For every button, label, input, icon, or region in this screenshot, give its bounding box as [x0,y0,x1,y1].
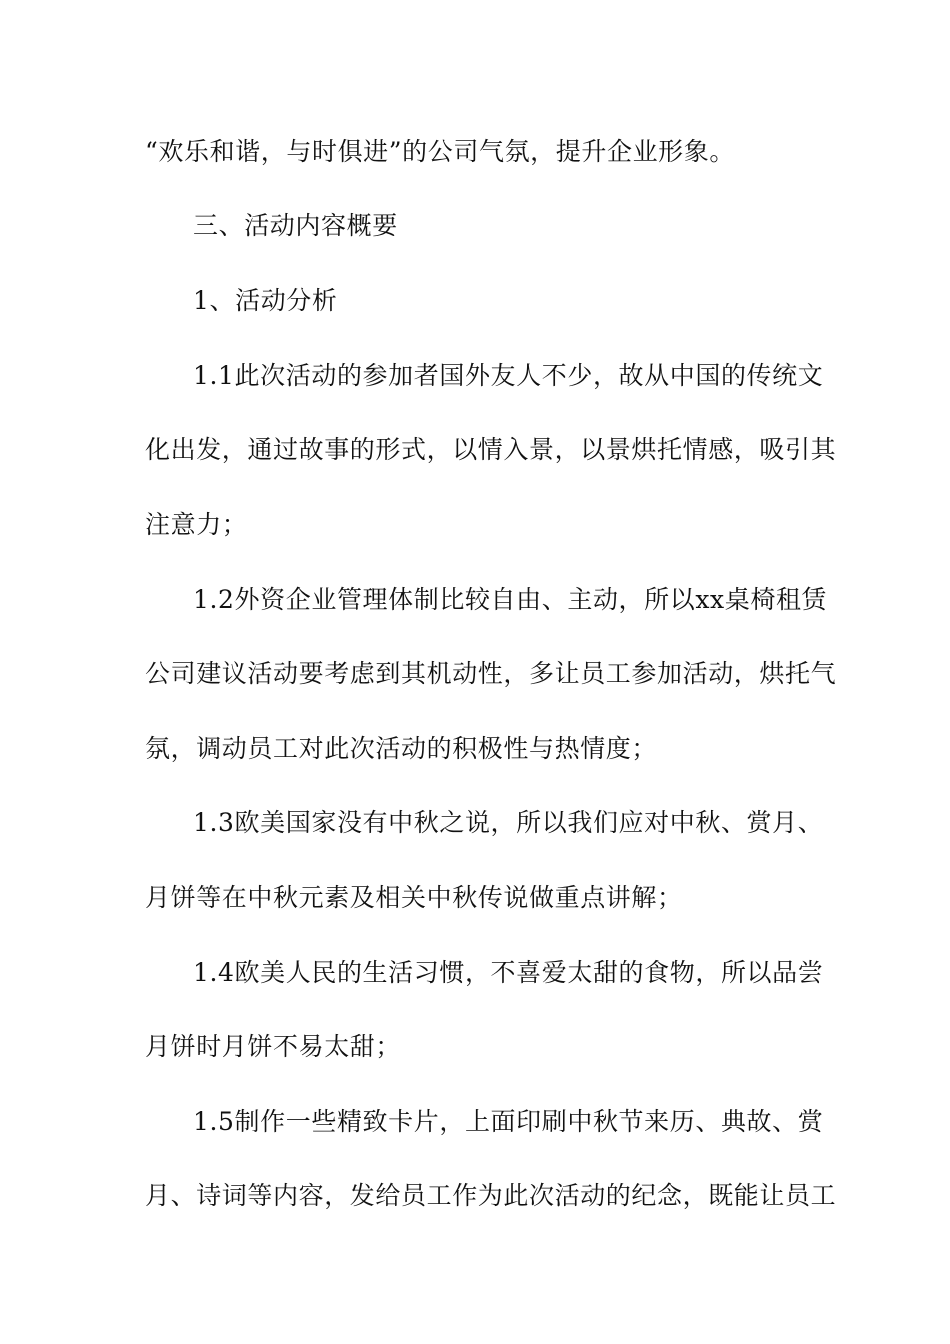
paragraph-1-3-line-2: 月饼等在中秋元素及相关中秋传说做重点讲解； [145,883,683,912]
paragraph-1-5-line-2: 月、诗词等内容，发给员工作为此次活动的纪念，既能让员工 [145,1181,837,1210]
paragraph-1-1-line-1: 1.1此次活动的参加者国外友人不少，故从中国的传统文 [193,361,824,390]
paragraph-1-1-line-3: 注意力； [145,510,248,539]
paragraph-1-2-line-3: 氛，调动员工对此次活动的积极性与热情度； [145,734,658,763]
paragraph-1-2-line-1: 1.2外资企业管理体制比较自由、主动，所以xx桌椅租赁 [193,585,828,614]
paragraph-1-2-line-2: 公司建议活动要考虑到其机动性，多让员工参加活动，烘托气 [145,659,837,688]
paragraph-1-4-line-1: 1.4欧美人民的生活习惯，不喜爱太甜的食物，所以品尝 [193,958,824,987]
body-text-line: “欢乐和谐，与时俱进”的公司气氛，提升企业形象。 [145,137,735,166]
paragraph-1-3-line-1: 1.3欧美国家没有中秋之说，所以我们应对中秋、赏月、 [193,808,824,837]
subsection-heading: 1、活动分析 [193,286,338,315]
section-heading: 三、活动内容概要 [193,211,398,240]
paragraph-1-1-line-2: 化出发，通过故事的形式，以情入景，以景烘托情感，吸引其 [145,435,837,464]
paragraph-1-5-line-1: 1.5制作一些精致卡片，上面印刷中秋节来历、典故、赏 [193,1107,824,1136]
paragraph-1-4-line-2: 月饼时月饼不易太甜； [145,1032,402,1061]
